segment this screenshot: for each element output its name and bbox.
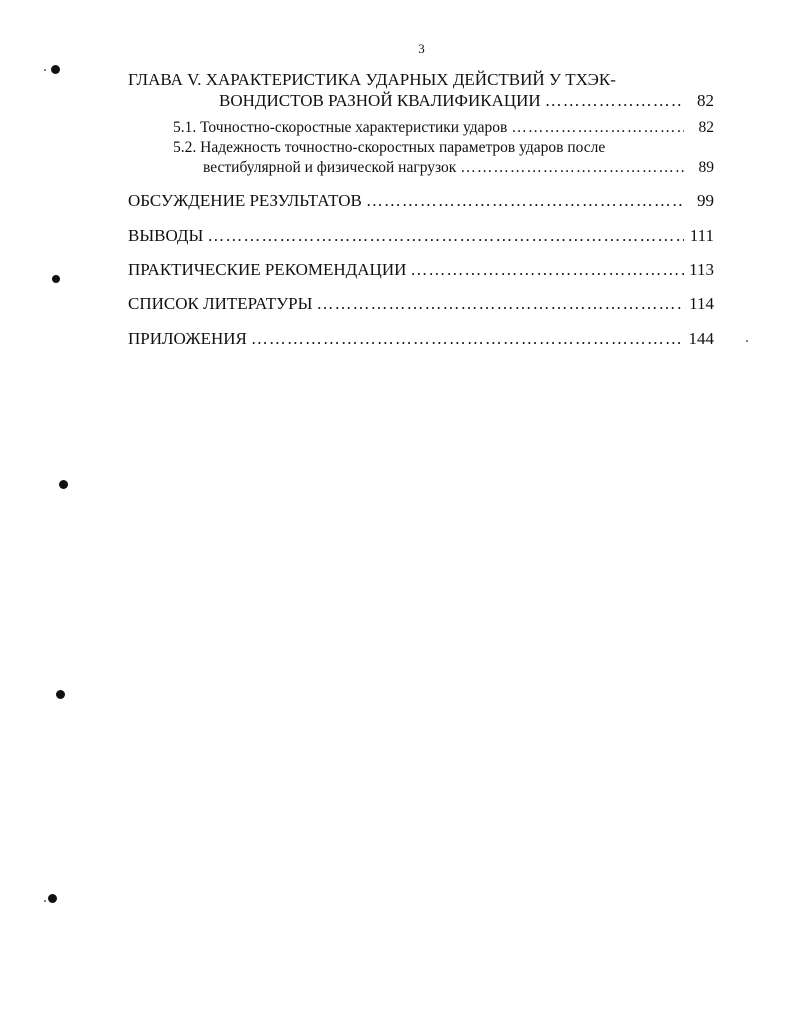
toc-page: 89: [698, 159, 714, 176]
toc-title: ПРАКТИЧЕСКИЕ РЕКОМЕНДАЦИИ: [128, 260, 407, 279]
toc-page: 82: [697, 91, 714, 110]
toc-page: 114: [689, 294, 714, 313]
scan-mark-icon: [52, 275, 60, 283]
toc-page: 144: [688, 329, 714, 348]
page-number: 3: [418, 41, 425, 56]
scan-speck-icon: [44, 69, 46, 71]
toc-entry-section5-1: [173, 118, 714, 138]
toc-entry-references: [128, 293, 714, 314]
dot-leader: [207, 225, 684, 246]
dot-leader: [511, 118, 684, 138]
toc-title: ПРИЛОЖЕНИЯ: [128, 329, 247, 348]
toc-title-line: ГЛАВА V. ХАРАКТЕРИСТИКА УДАРНЫХ ДЕЙСТВИЙ У ТХЭК-: [128, 70, 616, 89]
dot-leader: [366, 190, 684, 211]
toc-entry-chapter5: [128, 69, 714, 111]
dot-leader: [316, 293, 684, 314]
toc-title-line: ВОНДИСТОВ РАЗНОЙ КВАЛИФИКАЦИИ: [219, 91, 541, 110]
toc-page: 99: [697, 191, 714, 210]
dot-leader: [460, 158, 684, 178]
scan-mark-icon: [48, 894, 57, 903]
dot-leader: [410, 259, 684, 280]
scan-speck-icon: [746, 340, 748, 342]
toc-entry-recommendations: [128, 259, 714, 280]
toc-title: СПИСОК ЛИТЕРАТУРЫ: [128, 294, 313, 313]
toc-entry-appendices: [128, 328, 714, 349]
toc-entry-discussion: [128, 190, 714, 211]
toc-page: 82: [698, 119, 714, 136]
scan-mark-icon: [56, 690, 65, 699]
toc-page: 111: [689, 226, 714, 245]
scan-mark-icon: [51, 65, 60, 74]
toc-page: 113: [689, 260, 714, 279]
scan-mark-icon: [59, 480, 68, 489]
toc-title-line: 5.2. Надежность точностно-скоростных параметров ударов после: [173, 139, 606, 156]
toc-title: ВЫВОДЫ: [128, 226, 204, 245]
toc-entry-section5-2: [173, 138, 714, 178]
dot-leader: [545, 90, 684, 111]
toc-title-line: вестибулярной и физической нагрузок: [203, 159, 457, 176]
toc-entry-conclusions: [128, 225, 714, 246]
toc-title: 5.1. Точностно-скоростные характеристики ударов: [173, 119, 508, 136]
scan-speck-icon: [44, 900, 46, 902]
dot-leader: [251, 328, 684, 349]
toc-title: ОБСУЖДЕНИЕ РЕЗУЛЬТАТОВ: [128, 191, 362, 210]
